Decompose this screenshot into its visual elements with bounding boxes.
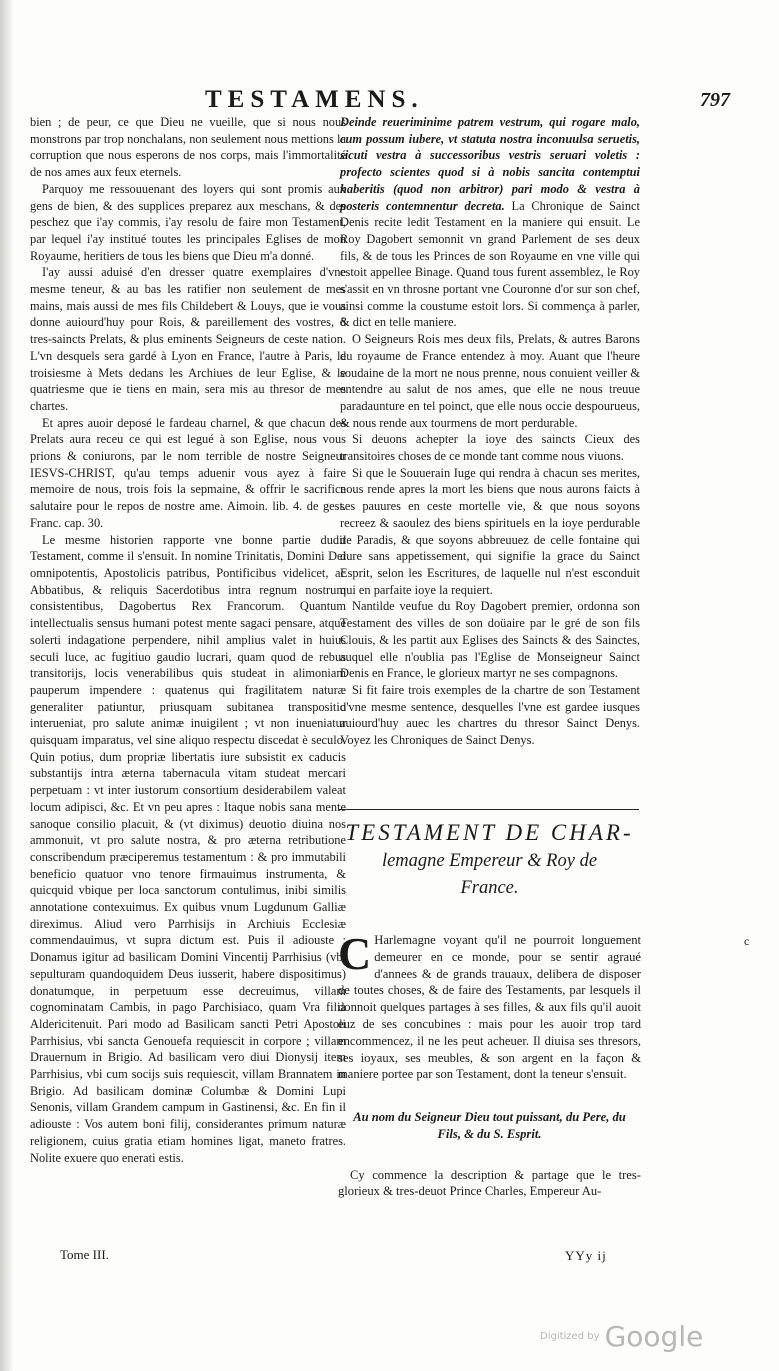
paragraph-text: Le mesme historien rapporte vne bonne partie dudit Testament, comme il s'ensuit. In nomine Trinitatis, Domini Dei omnipotentis, Apostolicis patribus, Pontificibus videlicet, ac Abbatibus, & reliquis Sacerdotibus intra regnum nostrum consistentibus, Dagobertus Rex Francorum. Quantum intellectualis sensus humani potest mente sagaci pensare, atque solerti indagatione perpendere, nihil amplius valet in huius seculi luce, ac fugitiuo gaudio lucrari, quam quod de rebus transitorijs, locis venerabilibus quis studeat in alimoniam pauperum impendere : quatenus qui fragilitatem naturæ generaliter patiuntur, priusquam subitanea transpositio interueniat, pro salute animæ inuigilent ; vt non inueniatur quisquam imparatus, vel sine aliquo respectu discedat è seculo. Quin potius, dum propriæ libertatis iure subsistit ex caducis substantijs intra æterna tabernacula vitam studeat mercari perpetuam : vt inter iustorum consortium desiderabilem valeat locum adipisci, &c. Et vn peu apres : Itaque nobis sana mente sanoque consilio placuit, & (vt diximus) deuotio diuina nos ammonuit, vt pro salute nostra, & pro æterna retributione conscribendum præciperemus testamentum : & pro immutabili beneficio quatuor vno tenore firmauimus instrumenta, & quicquid vbique per loca sanctorum contulimus, inibi similis annotatione contexuimus. Ex quibus vnum Lugdunum Galliæ direximus. Aliud vero Parrhisijs in Archiuis Ecclesiæ commendauimus, vt supra dictum est. Puis il adiouste : Donamus igitur ad basilicam Domini Vincentij Parrhisius (vbi sepulturam quandoquidem Deus iusserit, habere dispositimus) donatumque, in perpetuum esse decreuimus, villam cognominatam Cambis, in pago Parchisiaco, quam Vra filia Aldericitenuit. Pari modo ad Basilicam sancti Petri Apostoli Parrhisius, vbi sancta Genouefa requiescit in corpore ; villam Drauernum in Brigio. Ad basilicam vero diui Dionysij item Parrhisius, vbi cum socijs suis requiescit, villam Brannatem in Brigio. Ad basilicam dominæ Columbæ & Domini Lupi Senonis, villam Grandem campum in Gastinensi, &c. En fin il adiouste : Vos autem boni filij, considerantes primum naturæ religionem, cuius gratia etiam homines ligat, maneto fratres. Nolite exuere quo enerati estis. (30, 532, 346, 1165)
paragraph-text: O Seigneurs Rois mes deux fils, Prelats, & autres Barons du royaume de France entendez à moy. Auant que l'heure soudaine de la mort ne nous prenne, nous conuient veiller & entendre au salut de nos ames, que elle ne nous treuue paradaunture en tel poinct, que elle nous occie despourueus, & nous rende aux tourmens de mort perdurable. (340, 332, 640, 430)
section-title: TESTAMENT DE CHAR- (345, 820, 634, 845)
section-body-text: Harlemagne voyant qu'il ne pourroit longuement demeurer en ce monde, pour se sentir agraué d'annees & de grands trauaux, delibera de disposer de toutes choses, & de faire des Testaments, par lesquels il donnoit quelques partages à ses filles, & aux fils qu'il auoit euz de ses concubines : mais pour les auoir trop tard encommencez, il ne les peut acheuer. Il diuisa ses thresors, ses ioyaux, ses meubles, & son argent en la façon & maniere portee par son Testament, dont la teneur s'ensuit. (338, 933, 641, 1082)
watermark-prefix: Digitized by (540, 1331, 600, 1342)
paragraph-text: I'ay aussi aduisé d'en dresser quatre exemplaires d'vne mesme teneur, & au bas les ratifier non seulement de mes mains, mais aussi de mes fils Childebert & Louys, que ie vous donne auiourd'huy pour Rois, & pareillement des vostres, ô tres-saincts Prelats, & plus eminents Seigneurs de ceste nation. L'vn desquels sera gardé à Lyon en France, l'autre à Paris, le troisiesme à Mets dedans les Archiues de leur Eglise, & le quatriesme que ie tiens en main, sera mis au thresor de mes chartes. (30, 265, 346, 413)
signature-mark: YYy ij (565, 1248, 607, 1263)
section-divider (338, 809, 639, 810)
paragraph (340, 331, 640, 431)
paragraph (340, 465, 640, 599)
paragraph-text: Si fit faire trois exemples de la chartre de son Testament d'vne mesme sentence, desquelles l'vne est gardee iusques auiourd'huy auec les chartres du thresor Sainct Denys. Voyez les Chroniques de Sainct Denys. (340, 682, 640, 748)
paragraph-text: Parquoy me ressouuenant des loyers qui sont promis aux gens de bien, & des supplices preparez aux meschans, & des peschez que i'ay commis, i'ay resolu de faire mon Testament, par lequel i'ay institué toutes les principales Eglises de mon Royaume, heritiers de tous les biens que Dieu m'a donné. (30, 181, 346, 263)
section-body (338, 928, 641, 1083)
volume-label: Tome III. (60, 1247, 109, 1262)
paragraph-text: Et apres auoir deposé le fardeau charnel, & que chacun des Prelats aura receu ce qui est legué à son Eglise, nous vous prions & coniurons, par le nom terrible de nostre Seigneur IESVS-CHRIST, qu'au temps aduenir vous ayez à faire memoire de nous, trois fois la sepmaine, & offrir le sacrifice salutaire pour le repos de nostre ame. Aimoin. lib. 4. de gest. Franc. cap. 30. (30, 415, 346, 530)
section-subtitle-line-2: France. (460, 878, 519, 898)
invocation: Au nom du Seigneur Dieu tout puissant, du Pere, du Fils, & du S. Esprit. (353, 1110, 626, 1141)
page-number: 797 (700, 89, 730, 111)
paragraph (340, 598, 640, 682)
margin-mark: c (744, 934, 750, 948)
section-body-continued: Cy commence la description & partage que le tres-glorieux & tres-deuot Prince Charles, Empereur Au- (338, 1167, 641, 1199)
paragraph-text: Si deuons achepter la ioye des saincts Cieux des transitoires choses de ce monde tant comme nous viuons. (340, 432, 640, 464)
paragraph (30, 114, 346, 181)
scan-gutter-shadow (0, 0, 14, 1371)
paragraph-text: Deinde reueriminime patrem vestrum, qui rogare malo, cum possum iubere, vt statuta nostra inconuulsa seruetis, sicuti vestra à successoribus vestris seruari voletis : profecto scientes quod si à nobis sancita contemptui haberitis (quod non arbitror) pari modo & vestra à posteris contemnentur decreta. (340, 115, 640, 213)
paragraph-text-continued: La Chronique de Sainct Denis recite ledit Testament en la maniere qui ensuit. Le Roy Dagobert semonnit vn grand Parlement de ses deux fils, & de tous les Princes de son Royaume en vne ville qui estoit appellee Binage. Quand tous furent assemblez, le Roy s'assit en vn throsne portant vne Couronne d'or sur son chef, ainsi comme la coustume estoit lors. Si commença à parler, & dict en telle maniere. (340, 198, 640, 330)
paragraph-text: bien ; de peur, ce que Dieu ne vueille, que si nous nous monstrons par trop nonchalans, non seulement nous mettions la corruption que nous esperons de nos corps, mais l'immortalité de nos ames aux feux eternels. (30, 115, 346, 180)
left-column (30, 114, 346, 1166)
paragraph-text: Si que le Souuerain Iuge qui rendra à chacun ses merites, nous rende apres la mort les biens que nous aurons faicts à ses pauures en ceste mortelle vie, & que nous soyons recreez & saoulez des biens spirituels en la ioye perdurable de Paradis, & que soyons abbreuuez de celle fontaine qui dure sans appetissement, qui signifie la grace du Sainct Esprit, selon les Escritures, de laquelle nul n'est esconduit qui en parfaite ioye la requiert. (340, 465, 640, 597)
paragraph (340, 682, 640, 749)
running-title: TESTAMENS. (205, 86, 424, 113)
paragraph (340, 114, 640, 331)
charlemagne-section (338, 818, 641, 1200)
right-column (340, 114, 640, 749)
drop-cap: C (338, 928, 372, 979)
section-subtitle-line-1: lemagne Empereur & Roy de (381, 851, 598, 871)
paragraph (340, 431, 640, 464)
paragraph (30, 264, 346, 414)
digitized-watermark (540, 1320, 703, 1353)
watermark-brand: Google (604, 1320, 704, 1353)
paragraph (30, 181, 346, 265)
paragraph (30, 532, 346, 1167)
paragraph (30, 415, 346, 532)
paragraph-text: Nantilde veufue du Roy Dagobert premier, ordonna son Testament des villes de son doüaire par le gré de son fils Clouis, & les partit aux Eglises des Saincts & des Sainctes, auquel elle n'oublia pas l'Eglise de Monseigneur Sainct Denis en France, le glorieux martyr ne ses compagnons. (340, 599, 640, 681)
